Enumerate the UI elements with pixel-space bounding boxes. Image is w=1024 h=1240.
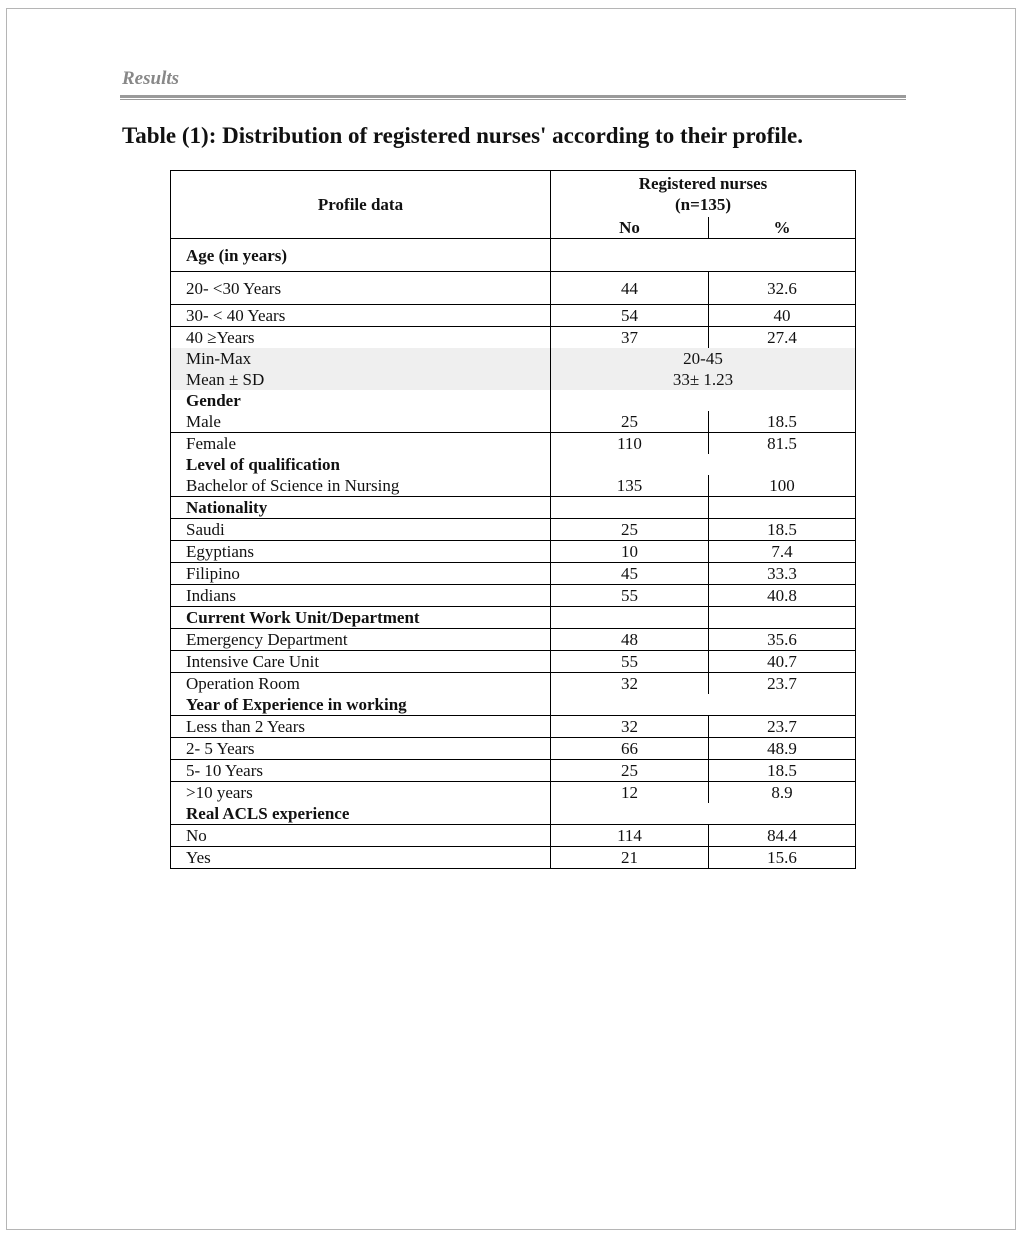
- table-row: [171, 411, 856, 433]
- row-label: Male: [171, 411, 551, 433]
- row-label: 40 ≥Years: [171, 327, 551, 349]
- table-row: [171, 475, 856, 497]
- row-pct: 18.5: [709, 411, 856, 433]
- row-label: Bachelor of Science in Nursing: [171, 475, 551, 497]
- row-label: Indians: [171, 585, 551, 607]
- section-label: Nationality: [171, 497, 551, 519]
- row-pct: 27.4: [709, 327, 856, 349]
- table-row: [171, 519, 856, 541]
- row-pct: 7.4: [709, 541, 856, 563]
- col-header-group: [551, 171, 856, 218]
- section-label: Current Work Unit/Department: [171, 607, 551, 629]
- row-label: Intensive Care Unit: [171, 651, 551, 673]
- table-row: [171, 563, 856, 585]
- table-header-row: [171, 171, 856, 218]
- row-no: 25: [551, 760, 709, 782]
- row-pct: 40.8: [709, 585, 856, 607]
- summary-value: 20-45: [551, 348, 856, 369]
- table-row: [171, 629, 856, 651]
- row-label: No: [171, 825, 551, 847]
- row-pct: 23.7: [709, 673, 856, 695]
- row-no: 12: [551, 782, 709, 804]
- summary-label: Min-Max: [171, 348, 551, 369]
- row-pct: 81.5: [709, 433, 856, 455]
- table-row: [171, 760, 856, 782]
- row-pct: 15.6: [709, 847, 856, 869]
- row-label: Egyptians: [171, 541, 551, 563]
- table-title: Table (1): Distribution of registered nurses' according to their profile.: [122, 123, 804, 148]
- row-no: 66: [551, 738, 709, 760]
- row-no: 55: [551, 585, 709, 607]
- row-no: 55: [551, 651, 709, 673]
- section-label: Age (in years): [171, 239, 551, 272]
- row-no: 37: [551, 327, 709, 349]
- table-row: [171, 847, 856, 869]
- col-header-profile: Profile data: [171, 171, 551, 239]
- row-label: Operation Room: [171, 673, 551, 695]
- section-row-qualification: [171, 454, 856, 475]
- col-header-group-line1: Registered nurses: [638, 174, 768, 193]
- table-row: [171, 825, 856, 847]
- row-pct: 84.4: [709, 825, 856, 847]
- section-label: Year of Experience in working: [171, 694, 551, 716]
- col-header-no: No: [551, 217, 709, 239]
- row-label: >10 years: [171, 782, 551, 804]
- row-no: 25: [551, 519, 709, 541]
- row-no: 114: [551, 825, 709, 847]
- section-label: Real ACLS experience: [171, 803, 551, 825]
- row-label: Emergency Department: [171, 629, 551, 651]
- table-row: [171, 782, 856, 804]
- section-row-acls: [171, 803, 856, 825]
- row-pct: 100: [709, 475, 856, 497]
- section-row-work-unit: [171, 607, 856, 629]
- row-label: 2- 5 Years: [171, 738, 551, 760]
- header-rule: [120, 95, 906, 98]
- row-pct: 8.9: [709, 782, 856, 804]
- section-row-gender: [171, 390, 856, 411]
- row-no: 54: [551, 305, 709, 327]
- row-no: 32: [551, 673, 709, 695]
- col-header-group-line2: (n=135): [675, 195, 731, 214]
- summary-row-mean: [171, 369, 856, 390]
- table-row: [171, 305, 856, 327]
- running-head: Results: [122, 68, 180, 89]
- row-label: 20- <30 Years: [171, 272, 551, 305]
- row-label: Less than 2 Years: [171, 716, 551, 738]
- section-row-nationality: [171, 497, 856, 519]
- table-row: [171, 716, 856, 738]
- row-no: 135: [551, 475, 709, 497]
- row-pct: 40: [709, 305, 856, 327]
- table-row: [171, 272, 856, 305]
- row-no: 110: [551, 433, 709, 455]
- row-pct: 18.5: [709, 519, 856, 541]
- section-label: Level of qualification: [171, 454, 551, 475]
- col-header-pct: %: [709, 217, 856, 239]
- row-no: 44: [551, 272, 709, 305]
- summary-value: 33± 1.23: [551, 369, 856, 390]
- profile-table: [170, 170, 856, 869]
- summary-label: Mean ± SD: [171, 369, 551, 390]
- header-rule-thin: [120, 99, 906, 100]
- row-label: Filipino: [171, 563, 551, 585]
- section-row-age: [171, 239, 856, 272]
- table-row: [171, 651, 856, 673]
- row-no: 48: [551, 629, 709, 651]
- table-row: [171, 673, 856, 695]
- table-row: [171, 585, 856, 607]
- row-label: Yes: [171, 847, 551, 869]
- row-pct: 48.9: [709, 738, 856, 760]
- row-no: 32: [551, 716, 709, 738]
- row-pct: 18.5: [709, 760, 856, 782]
- row-label: Female: [171, 433, 551, 455]
- row-label: Saudi: [171, 519, 551, 541]
- row-no: 25: [551, 411, 709, 433]
- table-row: [171, 738, 856, 760]
- table-row: [171, 327, 856, 349]
- row-no: 21: [551, 847, 709, 869]
- row-pct: 32.6: [709, 272, 856, 305]
- row-pct: 23.7: [709, 716, 856, 738]
- row-pct: 40.7: [709, 651, 856, 673]
- row-pct: 33.3: [709, 563, 856, 585]
- section-label: Gender: [171, 390, 551, 411]
- row-label: 5- 10 Years: [171, 760, 551, 782]
- table-row: [171, 433, 856, 455]
- row-no: 10: [551, 541, 709, 563]
- row-label: 30- < 40 Years: [171, 305, 551, 327]
- section-row-experience: [171, 694, 856, 716]
- row-pct: 35.6: [709, 629, 856, 651]
- row-no: 45: [551, 563, 709, 585]
- summary-row-minmax: [171, 348, 856, 369]
- table-row: [171, 541, 856, 563]
